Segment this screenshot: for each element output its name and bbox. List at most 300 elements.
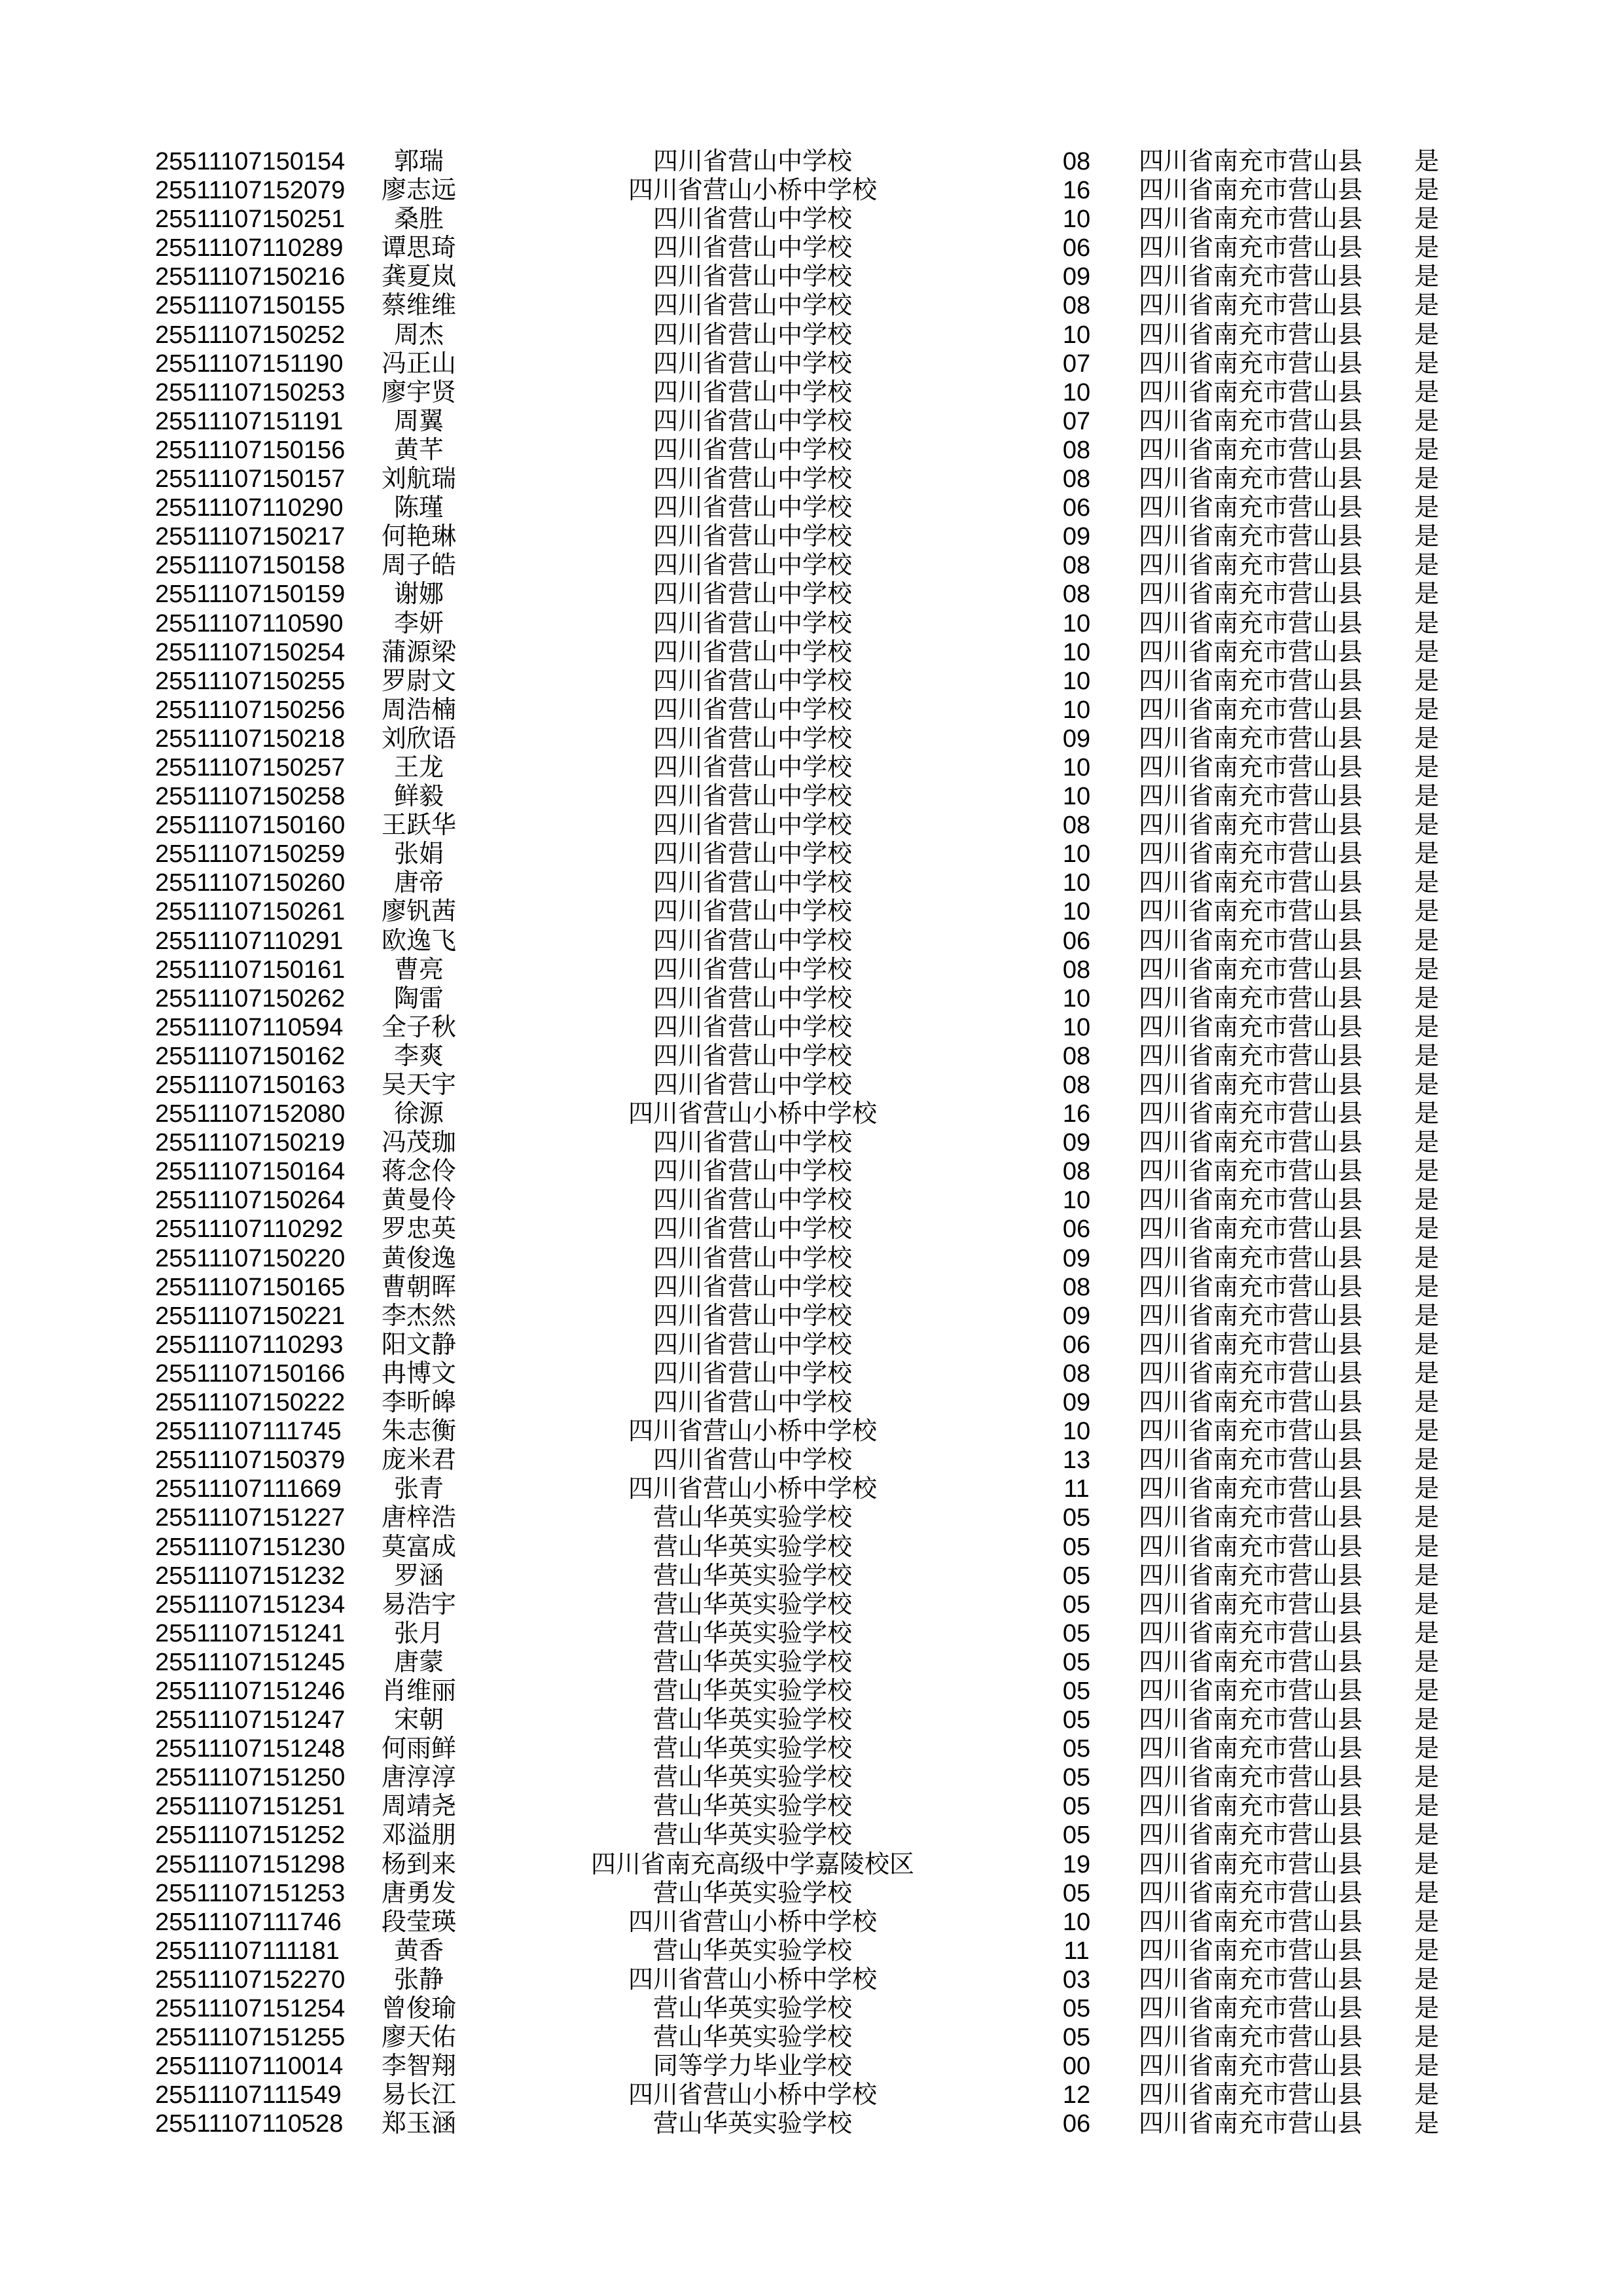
cell-school: 营山华英实验学校	[652, 1590, 852, 1619]
table-row	[0, 638, 1623, 667]
cell-school: 营山华英实验学校	[652, 1879, 852, 1907]
cell-name: 龚夏岚	[381, 263, 456, 291]
cell-id: 25511107150155	[155, 292, 346, 320]
cell-id: 25511107150257	[155, 753, 346, 781]
table-row	[0, 1879, 1623, 1908]
cell-flag: 是	[1414, 1590, 1439, 1619]
cell-region: 四川省南充市营山县	[1139, 1273, 1363, 1301]
table-row	[0, 1677, 1623, 1706]
cell-school: 四川省营山中学校	[652, 263, 852, 291]
cell-id: 25511107150256	[155, 696, 346, 724]
cell-code: 05	[1062, 2024, 1091, 2052]
cell-id: 25511107150157	[155, 465, 346, 493]
cell-name: 何雨鲜	[381, 1735, 456, 1763]
cell-flag: 是	[1414, 1273, 1439, 1301]
cell-region: 四川省南充市营山县	[1139, 1331, 1363, 1359]
cell-flag: 是	[1414, 869, 1439, 897]
table-row	[0, 897, 1623, 926]
cell-flag: 是	[1414, 2110, 1439, 2138]
cell-region: 四川省南充市营山县	[1139, 1965, 1363, 1994]
cell-flag: 是	[1414, 1677, 1439, 1705]
cell-name: 张青	[393, 1475, 444, 1503]
cell-region: 四川省南充市营山县	[1139, 1187, 1363, 1215]
cell-name: 宋朝	[393, 1706, 444, 1734]
cell-id: 25511107151251	[155, 1793, 346, 1821]
cell-name: 廖天佑	[381, 2024, 456, 2052]
cell-name: 陶雷	[393, 984, 444, 1013]
cell-code: 10	[1062, 609, 1091, 637]
cell-flag: 是	[1414, 378, 1439, 406]
cell-region: 四川省南充市营山县	[1139, 1562, 1363, 1590]
cell-school: 四川省营山中学校	[652, 1071, 852, 1099]
cell-flag: 是	[1414, 1504, 1439, 1532]
cell-region: 四川省南充市营山县	[1139, 1648, 1363, 1676]
cell-school: 营山华英实验学校	[652, 1504, 852, 1532]
cell-id: 25511107150164	[155, 1158, 346, 1186]
cell-id: 25511107151234	[155, 1590, 346, 1619]
table-row	[0, 840, 1623, 869]
table-row	[0, 407, 1623, 436]
cell-code: 19	[1062, 1850, 1091, 1878]
cell-flag: 是	[1414, 956, 1439, 984]
cell-name: 谢娜	[393, 581, 444, 609]
cell-id: 25511107150251	[155, 206, 346, 234]
cell-name: 罗尉文	[381, 667, 456, 695]
table-row	[0, 147, 1623, 176]
cell-flag: 是	[1414, 321, 1439, 349]
cell-school: 四川省营山中学校	[652, 378, 852, 406]
cell-name: 周靖尧	[381, 1793, 456, 1821]
cell-name: 李智翔	[381, 2053, 456, 2081]
cell-region: 四川省南充市营山县	[1139, 465, 1363, 493]
cell-code: 10	[1062, 898, 1091, 926]
cell-id: 25511107110293	[155, 1331, 344, 1359]
cell-name: 冯正山	[381, 350, 456, 378]
cell-name: 唐勇发	[381, 1879, 456, 1907]
cell-code: 05	[1062, 1533, 1091, 1561]
cell-id: 25511107111746	[155, 1908, 342, 1936]
table-row	[0, 234, 1623, 262]
cell-id: 25511107150260	[155, 869, 346, 897]
cell-code: 13	[1062, 1446, 1091, 1475]
cell-school: 营山华英实验学校	[652, 1793, 852, 1821]
cell-school: 营山华英实验学校	[652, 1533, 852, 1561]
table-row	[0, 1302, 1623, 1331]
cell-id: 25511107150261	[155, 898, 346, 926]
cell-id: 25511107150221	[155, 1302, 346, 1330]
cell-school: 同等学力毕业学校	[652, 2053, 852, 2081]
cell-code: 09	[1062, 263, 1091, 291]
cell-code: 10	[1062, 1013, 1091, 1041]
cell-region: 四川省南充市营山县	[1139, 1764, 1363, 1792]
table-row	[0, 522, 1623, 551]
cell-school: 营山华英实验学校	[652, 1735, 852, 1763]
cell-region: 四川省南充市营山县	[1139, 436, 1363, 464]
table-row	[0, 1388, 1623, 1417]
cell-id: 25511107151247	[155, 1706, 346, 1734]
cell-region: 四川省南充市营山县	[1139, 956, 1363, 984]
cell-id: 25511107150222	[155, 1389, 346, 1417]
cell-name: 郭瑞	[393, 148, 444, 175]
cell-school: 营山华英实验学校	[652, 1937, 852, 1965]
cell-school: 四川省南充高级中学嘉陵校区	[590, 1850, 914, 1878]
cell-name: 蒋念伶	[381, 1158, 456, 1186]
cell-name: 鲜毅	[393, 783, 444, 811]
table-row	[0, 1359, 1623, 1388]
cell-id: 25511107110594	[155, 1013, 344, 1041]
cell-school: 四川省营山小桥中学校	[628, 177, 877, 205]
cell-school: 四川省营山中学校	[652, 696, 852, 724]
cell-flag: 是	[1414, 1533, 1439, 1561]
cell-flag: 是	[1414, 1850, 1439, 1878]
table-row	[0, 2109, 1623, 2138]
table-row	[0, 1533, 1623, 1562]
cell-school: 四川省营山中学校	[652, 609, 852, 637]
cell-flag: 是	[1414, 1244, 1439, 1272]
cell-school: 四川省营山中学校	[652, 1158, 852, 1186]
table-row	[0, 493, 1623, 522]
cell-region: 四川省南充市营山县	[1139, 1042, 1363, 1070]
student-table	[0, 147, 1623, 2138]
table-row	[0, 1100, 1623, 1128]
cell-code: 08	[1062, 1042, 1091, 1070]
cell-region: 四川省南充市营山县	[1139, 783, 1363, 811]
cell-code: 05	[1062, 1821, 1091, 1850]
cell-id: 25511107152270	[155, 1965, 346, 1994]
cell-flag: 是	[1414, 609, 1439, 637]
cell-code: 06	[1062, 1215, 1091, 1244]
cell-region: 四川省南充市营山县	[1139, 1013, 1363, 1041]
cell-code: 09	[1062, 725, 1091, 753]
cell-region: 四川省南充市营山县	[1139, 753, 1363, 781]
cell-region: 四川省南充市营山县	[1139, 1504, 1363, 1532]
cell-flag: 是	[1414, 1013, 1439, 1041]
table-row	[0, 609, 1623, 638]
table-row	[0, 580, 1623, 609]
table-row	[0, 551, 1623, 580]
cell-school: 四川省营山中学校	[652, 407, 852, 435]
cell-name: 李爽	[393, 1042, 444, 1070]
cell-id: 25511107150165	[155, 1273, 346, 1301]
table-row	[0, 1503, 1623, 1532]
cell-region: 四川省南充市营山县	[1139, 1100, 1363, 1128]
cell-flag: 是	[1414, 725, 1439, 753]
cell-region: 四川省南充市营山县	[1139, 292, 1363, 320]
cell-id: 25511107150216	[155, 263, 346, 291]
cell-name: 周杰	[393, 321, 444, 349]
cell-region: 四川省南充市营山县	[1139, 1302, 1363, 1330]
cell-flag: 是	[1414, 1937, 1439, 1965]
cell-code: 05	[1062, 1735, 1091, 1763]
cell-region: 四川省南充市营山县	[1139, 1475, 1363, 1503]
cell-region: 四川省南充市营山县	[1139, 609, 1363, 637]
cell-flag: 是	[1414, 2024, 1439, 2052]
cell-id: 25511107150218	[155, 725, 346, 753]
cell-region: 四川省南充市营山县	[1139, 494, 1363, 522]
cell-code: 12	[1062, 2081, 1091, 2109]
cell-region: 四川省南充市营山县	[1139, 234, 1363, 262]
cell-name: 冯茂珈	[381, 1129, 456, 1157]
cell-school: 营山华英实验学校	[652, 1677, 852, 1705]
cell-flag: 是	[1414, 1042, 1439, 1070]
cell-id: 25511107110291	[155, 927, 344, 955]
cell-code: 10	[1062, 984, 1091, 1013]
cell-id: 25511107152079	[155, 177, 346, 205]
cell-school: 营山华英实验学校	[652, 1995, 852, 2022]
cell-flag: 是	[1414, 984, 1439, 1013]
cell-school: 四川省营山中学校	[652, 638, 852, 666]
cell-flag: 是	[1414, 840, 1439, 869]
cell-name: 周浩楠	[381, 696, 456, 724]
cell-region: 四川省南充市营山县	[1139, 812, 1363, 840]
cell-id: 25511107150217	[155, 523, 346, 551]
cell-region: 四川省南充市营山县	[1139, 984, 1363, 1013]
cell-name: 唐梓浩	[381, 1504, 456, 1532]
cell-school: 四川省营山中学校	[652, 725, 852, 753]
cell-school: 四川省营山小桥中学校	[628, 2081, 877, 2109]
cell-id: 25511107150163	[155, 1071, 346, 1099]
table-row	[0, 1071, 1623, 1100]
cell-id: 25511107110290	[155, 494, 344, 522]
table-row	[0, 205, 1623, 234]
cell-id: 25511107110528	[155, 2110, 344, 2138]
cell-id: 25511107151252	[155, 1821, 346, 1850]
cell-school: 四川省营山中学校	[652, 753, 852, 781]
cell-code: 07	[1062, 350, 1091, 378]
cell-name: 罗涵	[393, 1562, 444, 1590]
cell-code: 08	[1062, 436, 1091, 464]
table-row	[0, 1157, 1623, 1186]
cell-id: 25511107150253	[155, 378, 346, 406]
cell-school: 营山华英实验学校	[652, 2110, 852, 2138]
cell-region: 四川省南充市营山县	[1139, 1129, 1363, 1157]
cell-school: 四川省营山中学校	[652, 840, 852, 869]
cell-name: 莫富成	[381, 1533, 456, 1561]
cell-name: 黄芊	[393, 436, 444, 464]
table-row	[0, 2081, 1623, 2109]
cell-flag: 是	[1414, 783, 1439, 811]
cell-code: 09	[1062, 1244, 1091, 1272]
table-row	[0, 1186, 1623, 1215]
cell-name: 段莹瑛	[381, 1908, 456, 1936]
cell-flag: 是	[1414, 148, 1439, 175]
cell-school: 营山华英实验学校	[652, 1562, 852, 1590]
cell-name: 李妍	[393, 609, 444, 637]
table-row	[0, 956, 1623, 984]
cell-flag: 是	[1414, 1359, 1439, 1388]
cell-region: 四川省南充市营山县	[1139, 1619, 1363, 1647]
cell-code: 10	[1062, 753, 1091, 781]
cell-id: 25511107151232	[155, 1562, 346, 1590]
cell-id: 25511107150254	[155, 638, 346, 666]
cell-school: 四川省营山中学校	[652, 869, 852, 897]
cell-flag: 是	[1414, 1418, 1439, 1446]
cell-school: 四川省营山中学校	[652, 234, 852, 262]
cell-name: 黄俊逸	[381, 1244, 456, 1272]
cell-name: 谭思琦	[381, 234, 456, 262]
cell-id: 25511107150166	[155, 1359, 346, 1388]
cell-name: 全子秋	[381, 1013, 456, 1041]
table-row	[0, 869, 1623, 897]
cell-id: 25511107150154	[155, 148, 346, 175]
cell-code: 10	[1062, 783, 1091, 811]
cell-code: 10	[1062, 696, 1091, 724]
cell-id: 25511107150219	[155, 1129, 346, 1157]
table-row	[0, 1850, 1623, 1879]
cell-region: 四川省南充市营山县	[1139, 148, 1363, 175]
cell-region: 四川省南充市营山县	[1139, 696, 1363, 724]
cell-name: 刘航瑞	[381, 465, 456, 493]
cell-code: 10	[1062, 638, 1091, 666]
cell-flag: 是	[1414, 1879, 1439, 1907]
cell-school: 四川省营山中学校	[652, 1359, 852, 1388]
cell-region: 四川省南充市营山县	[1139, 378, 1363, 406]
cell-region: 四川省南充市营山县	[1139, 2110, 1363, 2138]
cell-id: 25511107150156	[155, 436, 346, 464]
cell-school: 四川省营山中学校	[652, 984, 852, 1013]
cell-region: 四川省南充市营山县	[1139, 321, 1363, 349]
cell-region: 四川省南充市营山县	[1139, 1735, 1363, 1763]
table-row	[0, 1763, 1623, 1792]
cell-region: 四川省南充市营山县	[1139, 1389, 1363, 1417]
cell-code: 06	[1062, 2110, 1091, 2138]
cell-name: 周翼	[393, 407, 444, 435]
cell-name: 张静	[393, 1965, 444, 1994]
table-row	[0, 262, 1623, 291]
cell-code: 06	[1062, 494, 1091, 522]
cell-code: 10	[1062, 1418, 1091, 1446]
cell-flag: 是	[1414, 1619, 1439, 1647]
cell-id: 25511107151254	[155, 1995, 346, 2022]
cell-name: 何艳琳	[381, 523, 456, 551]
cell-school: 四川省营山小桥中学校	[628, 1418, 877, 1446]
cell-code: 10	[1062, 840, 1091, 869]
cell-name: 李昕皞	[381, 1389, 456, 1417]
cell-code: 08	[1062, 1273, 1091, 1301]
cell-id: 25511107150220	[155, 1244, 346, 1272]
cell-name: 刘欣语	[381, 725, 456, 753]
cell-flag: 是	[1414, 1071, 1439, 1099]
table-row	[0, 667, 1623, 696]
cell-id: 25511107150252	[155, 321, 346, 349]
cell-region: 四川省南充市营山县	[1139, 2024, 1363, 2052]
table-row	[0, 2023, 1623, 2052]
cell-id: 25511107110289	[155, 234, 344, 262]
table-row	[0, 321, 1623, 350]
table-row	[0, 1792, 1623, 1821]
cell-region: 四川省南充市营山县	[1139, 869, 1363, 897]
cell-school: 四川省营山中学校	[652, 1273, 852, 1301]
cell-school: 四川省营山中学校	[652, 1331, 852, 1359]
cell-region: 四川省南充市营山县	[1139, 1533, 1363, 1561]
cell-flag: 是	[1414, 753, 1439, 781]
table-row	[0, 1619, 1623, 1648]
cell-school: 四川省营山中学校	[652, 667, 852, 695]
cell-name: 周子皓	[381, 552, 456, 580]
cell-region: 四川省南充市营山县	[1139, 1446, 1363, 1475]
cell-flag: 是	[1414, 1821, 1439, 1850]
cell-id: 25511107151241	[155, 1619, 346, 1647]
cell-id: 25511107110590	[155, 609, 344, 637]
cell-id: 25511107150258	[155, 783, 346, 811]
cell-region: 四川省南充市营山县	[1139, 1850, 1363, 1878]
cell-region: 四川省南充市营山县	[1139, 1937, 1363, 1965]
cell-flag: 是	[1414, 1302, 1439, 1330]
cell-code: 11	[1063, 1475, 1090, 1503]
cell-id: 25511107151227	[155, 1504, 346, 1532]
cell-flag: 是	[1414, 1648, 1439, 1676]
cell-name: 罗忠英	[381, 1215, 456, 1244]
cell-code: 10	[1062, 1908, 1091, 1936]
cell-school: 四川省营山中学校	[652, 927, 852, 955]
cell-school: 四川省营山小桥中学校	[628, 1965, 877, 1994]
cell-code: 06	[1062, 234, 1091, 262]
cell-flag: 是	[1414, 1562, 1439, 1590]
cell-flag: 是	[1414, 1908, 1439, 1936]
cell-flag: 是	[1414, 927, 1439, 955]
cell-region: 四川省南充市营山县	[1139, 1215, 1363, 1244]
cell-flag: 是	[1414, 407, 1439, 435]
cell-region: 四川省南充市营山县	[1139, 927, 1363, 955]
cell-code: 10	[1062, 1187, 1091, 1215]
cell-region: 四川省南充市营山县	[1139, 840, 1363, 869]
cell-code: 05	[1062, 1648, 1091, 1676]
cell-name: 蒲源梁	[381, 638, 456, 666]
cell-flag: 是	[1414, 436, 1439, 464]
cell-school: 四川省营山中学校	[652, 812, 852, 840]
table-row	[0, 782, 1623, 811]
cell-school: 四川省营山小桥中学校	[628, 1908, 877, 1936]
cell-region: 四川省南充市营山县	[1139, 2081, 1363, 2109]
cell-school: 四川省营山中学校	[652, 1129, 852, 1157]
cell-school: 四川省营山中学校	[652, 783, 852, 811]
cell-flag: 是	[1414, 1706, 1439, 1734]
cell-school: 四川省营山中学校	[652, 581, 852, 609]
cell-region: 四川省南充市营山县	[1139, 1879, 1363, 1907]
cell-flag: 是	[1414, 552, 1439, 580]
cell-code: 00	[1062, 2053, 1091, 2081]
cell-code: 05	[1062, 1995, 1091, 2022]
cell-id: 25511107151255	[155, 2024, 346, 2052]
table-row	[0, 1273, 1623, 1302]
cell-region: 四川省南充市营山县	[1139, 1677, 1363, 1705]
cell-flag: 是	[1414, 1446, 1439, 1475]
table-row	[0, 2052, 1623, 2081]
cell-code: 05	[1062, 1619, 1091, 1647]
cell-name: 易浩宇	[381, 1590, 456, 1619]
cell-flag: 是	[1414, 1389, 1439, 1417]
cell-school: 四川省营山中学校	[652, 148, 852, 175]
cell-school: 营山华英实验学校	[652, 2024, 852, 2052]
table-row	[0, 927, 1623, 956]
cell-id: 25511107150158	[155, 552, 346, 580]
cell-name: 冉博文	[381, 1359, 456, 1388]
cell-flag: 是	[1414, 292, 1439, 320]
cell-school: 四川省营山中学校	[652, 1187, 852, 1215]
cell-flag: 是	[1414, 234, 1439, 262]
cell-region: 四川省南充市营山县	[1139, 2053, 1363, 2081]
cell-id: 25511107152080	[155, 1100, 346, 1128]
cell-school: 营山华英实验学校	[652, 1821, 852, 1850]
cell-school: 四川省营山中学校	[652, 1446, 852, 1475]
cell-code: 09	[1062, 1129, 1091, 1157]
cell-flag: 是	[1414, 177, 1439, 205]
cell-region: 四川省南充市营山县	[1139, 1158, 1363, 1186]
table-row	[0, 1706, 1623, 1734]
cell-code: 07	[1062, 407, 1091, 435]
cell-region: 四川省南充市营山县	[1139, 1908, 1363, 1936]
table-body	[0, 147, 1623, 2138]
